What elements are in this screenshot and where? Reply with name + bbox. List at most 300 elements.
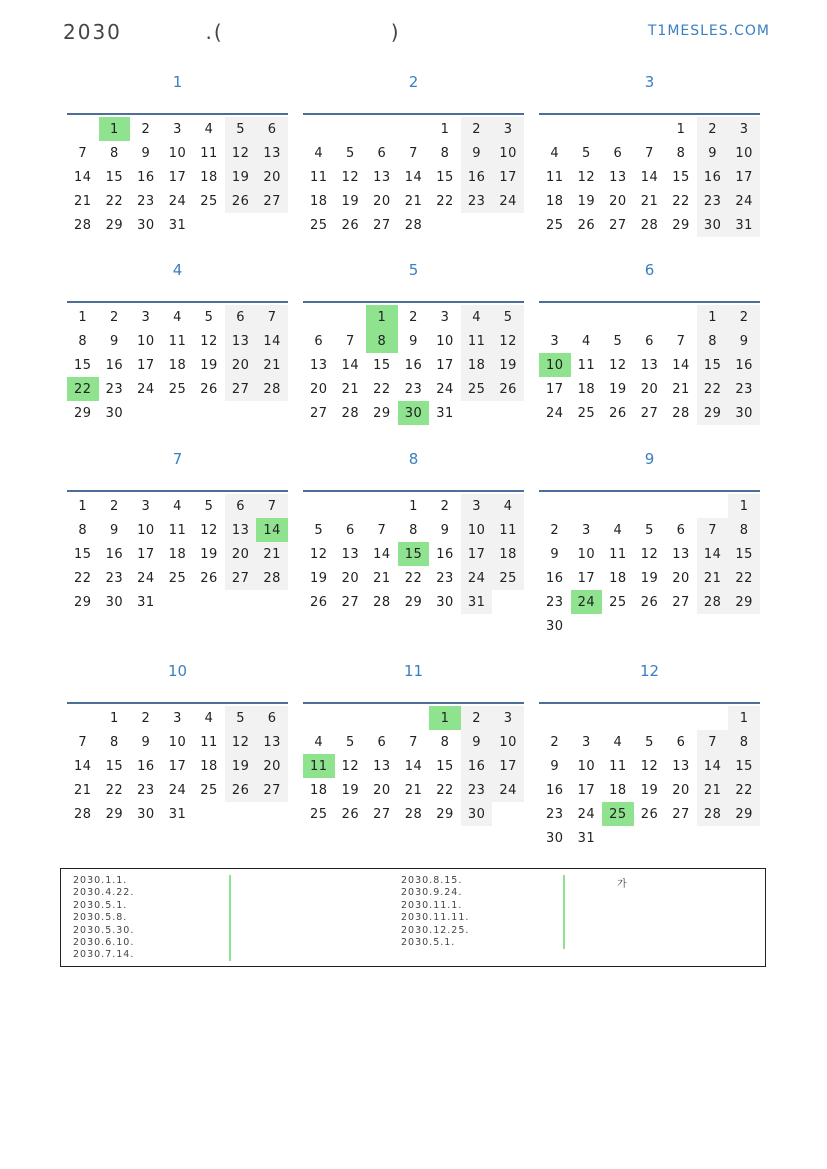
day-cell: 16 xyxy=(105,546,124,562)
day-cell: 11 xyxy=(492,518,524,542)
day-cell: 19 xyxy=(225,754,257,778)
day-cell: 30 xyxy=(728,401,760,425)
empty-cell xyxy=(193,213,225,237)
day-grid xyxy=(303,494,524,614)
day-cell: 25 xyxy=(492,566,524,590)
empty-cell xyxy=(634,305,666,329)
day-cell: 7 xyxy=(409,734,418,750)
month-title: 12 xyxy=(639,662,660,680)
empty-cell xyxy=(225,802,257,826)
month-6 xyxy=(539,261,760,425)
holiday-legend xyxy=(60,868,766,967)
day-cell: 31 xyxy=(436,405,454,421)
day-cell: 18 xyxy=(200,758,218,774)
day-cell: 6 xyxy=(613,145,623,161)
legend-date: 2030.5.30. xyxy=(73,924,135,936)
day-cell: 27 xyxy=(672,594,690,610)
day-cell: 12 xyxy=(225,730,257,754)
day-cell: 19 xyxy=(341,782,360,798)
day-cell: 2 xyxy=(461,706,493,730)
day-cell: 6 xyxy=(256,117,288,141)
day-cell: 5 xyxy=(613,333,623,349)
legend-date: 2030.11.11. xyxy=(401,912,470,924)
day-cell: 4 xyxy=(314,145,324,161)
empty-cell xyxy=(461,213,493,237)
day-cell: 27 xyxy=(609,217,627,233)
day-cell: 20 xyxy=(373,193,391,209)
day-cell: 20 xyxy=(310,381,328,397)
day-grid xyxy=(303,706,524,826)
day-cell: 23 xyxy=(697,189,729,213)
day-cell: 10 xyxy=(577,758,596,774)
day-cell: 16 xyxy=(137,169,155,185)
day-cell: 23 xyxy=(728,377,760,401)
day-cell: 2 xyxy=(728,305,760,329)
day-cell: 11 xyxy=(546,169,564,185)
day-grid xyxy=(539,706,760,850)
day-cell: 30 xyxy=(697,213,729,237)
empty-cell xyxy=(225,401,257,425)
month-divider xyxy=(303,490,524,492)
empty-cell xyxy=(571,117,603,141)
month-title: 6 xyxy=(644,261,655,279)
day-cell: 15 xyxy=(105,169,124,185)
empty-cell xyxy=(398,117,430,141)
day-cell: 8 xyxy=(697,329,729,353)
day-cell: 30 xyxy=(546,830,564,846)
day-cell: 28 xyxy=(341,405,360,421)
day-cell: 7 xyxy=(256,305,288,329)
day-cell: 15 xyxy=(74,357,92,373)
day-cell: 10 xyxy=(137,522,155,538)
day-cell: 15 xyxy=(373,357,391,373)
day-cell: 10 xyxy=(137,333,155,349)
day-cell: 10 xyxy=(461,518,493,542)
day-cell: 17 xyxy=(577,782,596,798)
day-grid xyxy=(539,305,760,425)
day-cell: 8 xyxy=(676,145,686,161)
day-cell: 6 xyxy=(676,734,686,750)
empty-cell xyxy=(461,401,493,425)
day-cell: 28 xyxy=(256,566,288,590)
day-cell: 9 xyxy=(697,141,729,165)
day-cell: 28 xyxy=(256,377,288,401)
day-cell: 21 xyxy=(672,381,690,397)
day-cell: 21 xyxy=(697,566,729,590)
day-cell: 2 xyxy=(697,117,729,141)
empty-cell xyxy=(335,494,367,518)
day-cell: 20 xyxy=(256,754,288,778)
day-cell: 25 xyxy=(200,193,218,209)
day-cell: 14 xyxy=(640,169,659,185)
day-cell: 27 xyxy=(373,806,391,822)
month-title: 10 xyxy=(167,662,188,680)
empty-cell xyxy=(366,494,398,518)
empty-cell xyxy=(697,706,729,730)
month-11 xyxy=(303,662,524,826)
day-cell: 17 xyxy=(168,169,187,185)
empty-cell xyxy=(256,401,288,425)
day-cell: 28 xyxy=(404,217,423,233)
day-cell: 25 xyxy=(546,217,564,233)
day-cell: 20 xyxy=(225,353,257,377)
day-cell: 5 xyxy=(492,305,524,329)
empty-cell xyxy=(602,494,634,518)
day-cell: 3 xyxy=(728,117,760,141)
empty-cell xyxy=(697,614,729,638)
empty-cell xyxy=(571,614,603,638)
empty-cell xyxy=(665,614,697,638)
day-cell: 23 xyxy=(137,193,155,209)
day-cell: 3 xyxy=(173,710,182,726)
empty-cell xyxy=(67,706,99,730)
day-cell: 1 xyxy=(676,121,686,137)
day-cell: 22 xyxy=(436,782,454,798)
day-cell: 22 xyxy=(105,193,124,209)
day-cell: 26 xyxy=(640,594,659,610)
day-cell: 7 xyxy=(78,145,88,161)
empty-cell xyxy=(728,614,760,638)
day-cell: 18 xyxy=(609,570,627,586)
day-cell: 24 xyxy=(137,570,155,586)
day-cell: 7 xyxy=(645,145,654,161)
day-cell: 31 xyxy=(577,830,596,846)
day-cell: 27 xyxy=(256,189,288,213)
month-10 xyxy=(67,662,288,826)
day-cell: 17 xyxy=(728,165,760,189)
day-cell: 31 xyxy=(137,594,155,610)
month-5 xyxy=(303,261,524,425)
day-cell: 24 xyxy=(168,193,187,209)
day-cell: 19 xyxy=(640,570,659,586)
day-cell: 3 xyxy=(173,121,182,137)
legend-note: 가 xyxy=(617,879,627,890)
day-cell: 14 xyxy=(74,169,92,185)
day-cell: 20 xyxy=(672,782,690,798)
day-cell: 19 xyxy=(577,193,596,209)
day-cell: 7 xyxy=(78,734,88,750)
day-cell: 27 xyxy=(341,594,360,610)
day-cell: 6 xyxy=(225,494,257,518)
day-cell: 19 xyxy=(609,381,627,397)
empty-cell xyxy=(697,826,729,850)
day-cell: 10 xyxy=(577,546,596,562)
day-cell: 9 xyxy=(550,546,560,562)
day-cell: 22 xyxy=(728,566,760,590)
legend-holiday-marker xyxy=(229,875,231,961)
day-cell: 15 xyxy=(74,546,92,562)
legend-date: 2030.7.14. xyxy=(73,949,135,961)
day-cell: 29 xyxy=(728,590,760,614)
day-cell: 17 xyxy=(461,542,493,566)
legend-date: 2030.4.22. xyxy=(73,887,135,899)
day-cell: 7 xyxy=(256,494,288,518)
day-cell: 9 xyxy=(550,758,560,774)
day-cell: 3 xyxy=(440,309,450,325)
day-cell: 12 xyxy=(341,758,360,774)
day-cell: 30 xyxy=(436,594,454,610)
day-cell: 26 xyxy=(341,806,360,822)
day-cell: 20 xyxy=(373,782,391,798)
day-cell: 17 xyxy=(137,357,155,373)
day-cell: 27 xyxy=(256,778,288,802)
day-cell: 29 xyxy=(105,806,124,822)
day-cell: 25 xyxy=(310,217,328,233)
day-cell: 16 xyxy=(461,165,493,189)
day-cell: 13 xyxy=(225,518,257,542)
empty-cell xyxy=(193,401,225,425)
day-cell: 28 xyxy=(697,802,729,826)
day-cell: 16 xyxy=(728,353,760,377)
day-cell: 17 xyxy=(436,357,454,373)
month-title: 7 xyxy=(172,450,183,468)
day-cell: 5 xyxy=(345,734,355,750)
day-cell: 2 xyxy=(461,117,493,141)
month-title: 1 xyxy=(172,73,183,91)
day-cell: 6 xyxy=(225,305,257,329)
empty-cell xyxy=(602,614,634,638)
day-cell: 2 xyxy=(141,121,151,137)
day-cell: 24 xyxy=(728,189,760,213)
day-cell: 4 xyxy=(314,734,324,750)
day-cell: 12 xyxy=(640,758,659,774)
month-divider xyxy=(539,702,760,704)
day-cell: 30 xyxy=(546,618,564,634)
day-cell: 27 xyxy=(373,217,391,233)
day-cell: 4 xyxy=(613,522,623,538)
day-cell: 10 xyxy=(728,141,760,165)
day-cell: 11 xyxy=(303,754,335,778)
day-cell: 22 xyxy=(728,778,760,802)
day-cell: 12 xyxy=(200,333,218,349)
month-divider xyxy=(539,490,760,492)
day-cell: 6 xyxy=(345,522,355,538)
day-cell: 23 xyxy=(404,381,423,397)
day-cell: 24 xyxy=(461,566,493,590)
day-cell: 1 xyxy=(99,117,131,141)
day-cell: 8 xyxy=(78,522,88,538)
day-cell: 14 xyxy=(404,758,423,774)
empty-cell xyxy=(303,494,335,518)
empty-cell xyxy=(634,614,666,638)
day-cell: 3 xyxy=(141,498,151,514)
day-cell: 9 xyxy=(461,141,493,165)
day-cell: 20 xyxy=(640,381,659,397)
day-cell: 23 xyxy=(105,381,124,397)
day-cell: 2 xyxy=(440,498,450,514)
brand-link[interactable]: T1MESLES.COM xyxy=(647,23,770,39)
day-cell: 24 xyxy=(436,381,454,397)
day-cell: 18 xyxy=(461,353,493,377)
day-cell: 9 xyxy=(440,522,450,538)
month-divider xyxy=(539,113,760,115)
day-cell: 28 xyxy=(404,806,423,822)
day-cell: 24 xyxy=(492,778,524,802)
empty-cell xyxy=(492,590,524,614)
empty-cell xyxy=(665,305,697,329)
day-cell: 27 xyxy=(225,377,257,401)
day-grid xyxy=(303,117,524,237)
day-cell: 3 xyxy=(492,117,524,141)
day-cell: 27 xyxy=(672,806,690,822)
empty-cell xyxy=(634,706,666,730)
day-cell: 28 xyxy=(672,405,690,421)
day-cell: 19 xyxy=(200,357,218,373)
day-cell: 9 xyxy=(109,522,119,538)
day-cell: 26 xyxy=(225,189,257,213)
day-cell: 27 xyxy=(225,566,257,590)
day-grid xyxy=(67,117,288,237)
legend-dates-left xyxy=(73,875,233,962)
day-cell: 30 xyxy=(137,806,155,822)
legend-date: 2030.9.24. xyxy=(401,887,463,899)
day-cell: 12 xyxy=(341,169,360,185)
day-cell: 4 xyxy=(461,305,493,329)
day-cell: 10 xyxy=(492,141,524,165)
empty-cell xyxy=(162,401,194,425)
day-cell: 24 xyxy=(546,405,564,421)
day-cell: 29 xyxy=(74,594,92,610)
empty-cell xyxy=(539,494,571,518)
empty-cell xyxy=(728,826,760,850)
empty-cell xyxy=(303,305,335,329)
day-cell: 17 xyxy=(168,758,187,774)
day-cell: 10 xyxy=(539,353,571,377)
day-cell: 15 xyxy=(728,754,760,778)
day-cell: 2 xyxy=(109,498,119,514)
day-cell: 3 xyxy=(141,309,151,325)
legend-holiday-marker xyxy=(563,875,565,949)
day-cell: 27 xyxy=(310,405,328,421)
day-cell: 12 xyxy=(640,546,659,562)
day-cell: 4 xyxy=(204,710,214,726)
day-cell: 13 xyxy=(225,329,257,353)
day-cell: 18 xyxy=(200,169,218,185)
legend-date: 2030.11.1. xyxy=(401,899,463,911)
day-cell: 16 xyxy=(137,758,155,774)
month-12 xyxy=(539,662,760,850)
legend-date: 2030.6.10. xyxy=(73,936,135,948)
day-cell: 21 xyxy=(373,570,391,586)
day-cell: 28 xyxy=(373,594,391,610)
day-cell: 6 xyxy=(377,734,387,750)
empty-cell xyxy=(193,590,225,614)
empty-cell xyxy=(256,590,288,614)
day-cell: 20 xyxy=(672,570,690,586)
day-cell: 19 xyxy=(225,165,257,189)
legend-date: 2030.8.15. xyxy=(401,875,463,886)
month-divider xyxy=(303,301,524,303)
day-cell: 1 xyxy=(78,498,88,514)
day-cell: 29 xyxy=(373,405,391,421)
day-cell: 19 xyxy=(341,193,360,209)
day-cell: 23 xyxy=(436,570,454,586)
day-cell: 24 xyxy=(577,806,596,822)
day-cell: 12 xyxy=(310,546,328,562)
empty-cell xyxy=(665,706,697,730)
legend-date: 2030.5.8. xyxy=(73,912,128,924)
empty-cell xyxy=(225,213,257,237)
month-title: 11 xyxy=(403,662,424,680)
day-cell: 27 xyxy=(640,405,659,421)
day-cell: 2 xyxy=(141,710,151,726)
day-cell: 1 xyxy=(728,494,760,518)
day-cell: 28 xyxy=(74,217,92,233)
day-cell: 11 xyxy=(609,758,627,774)
month-4 xyxy=(67,261,288,425)
day-cell: 23 xyxy=(461,189,493,213)
day-cell: 20 xyxy=(609,193,627,209)
day-cell: 25 xyxy=(168,570,187,586)
day-cell: 2 xyxy=(550,734,560,750)
day-cell: 6 xyxy=(676,522,686,538)
month-title: 8 xyxy=(408,450,419,468)
empty-cell xyxy=(492,802,524,826)
day-cell: 14 xyxy=(373,546,391,562)
day-cell: 30 xyxy=(461,802,493,826)
day-cell: 8 xyxy=(109,734,119,750)
day-cell: 4 xyxy=(204,121,214,137)
day-cell: 8 xyxy=(440,734,450,750)
day-cell: 7 xyxy=(345,333,355,349)
day-cell: 29 xyxy=(697,401,729,425)
day-cell: 24 xyxy=(571,590,603,614)
day-cell: 8 xyxy=(728,518,760,542)
empty-cell xyxy=(571,706,603,730)
day-cell: 5 xyxy=(345,145,355,161)
month-divider xyxy=(303,702,524,704)
day-grid xyxy=(67,494,288,614)
day-cell: 13 xyxy=(256,141,288,165)
day-cell: 9 xyxy=(141,145,151,161)
day-cell: 21 xyxy=(640,193,659,209)
legend-date: 2030.1.1. xyxy=(73,875,128,886)
day-cell: 23 xyxy=(105,570,124,586)
empty-cell xyxy=(602,305,634,329)
empty-cell xyxy=(335,305,367,329)
day-cell: 22 xyxy=(373,381,391,397)
empty-cell xyxy=(193,802,225,826)
day-cell: 17 xyxy=(546,381,564,397)
day-cell: 5 xyxy=(225,117,257,141)
day-cell: 25 xyxy=(310,806,328,822)
empty-cell xyxy=(366,117,398,141)
day-cell: 1 xyxy=(78,309,88,325)
empty-cell xyxy=(602,117,634,141)
empty-cell xyxy=(665,826,697,850)
day-cell: 18 xyxy=(168,546,187,562)
day-cell: 13 xyxy=(256,730,288,754)
empty-cell xyxy=(429,213,461,237)
day-cell: 18 xyxy=(310,782,328,798)
day-cell: 14 xyxy=(256,329,288,353)
day-cell: 14 xyxy=(341,357,360,373)
day-cell: 4 xyxy=(492,494,524,518)
day-cell: 18 xyxy=(168,357,187,373)
month-3 xyxy=(539,73,760,237)
empty-cell xyxy=(335,117,367,141)
day-cell: 26 xyxy=(225,778,257,802)
day-cell: 15 xyxy=(436,169,454,185)
day-cell: 4 xyxy=(581,333,591,349)
month-8 xyxy=(303,450,524,614)
empty-cell xyxy=(602,826,634,850)
day-cell: 16 xyxy=(436,546,454,562)
empty-cell xyxy=(162,590,194,614)
day-cell: 6 xyxy=(256,706,288,730)
day-cell: 21 xyxy=(404,193,423,209)
legend-date: 2030.5.1. xyxy=(401,936,456,948)
